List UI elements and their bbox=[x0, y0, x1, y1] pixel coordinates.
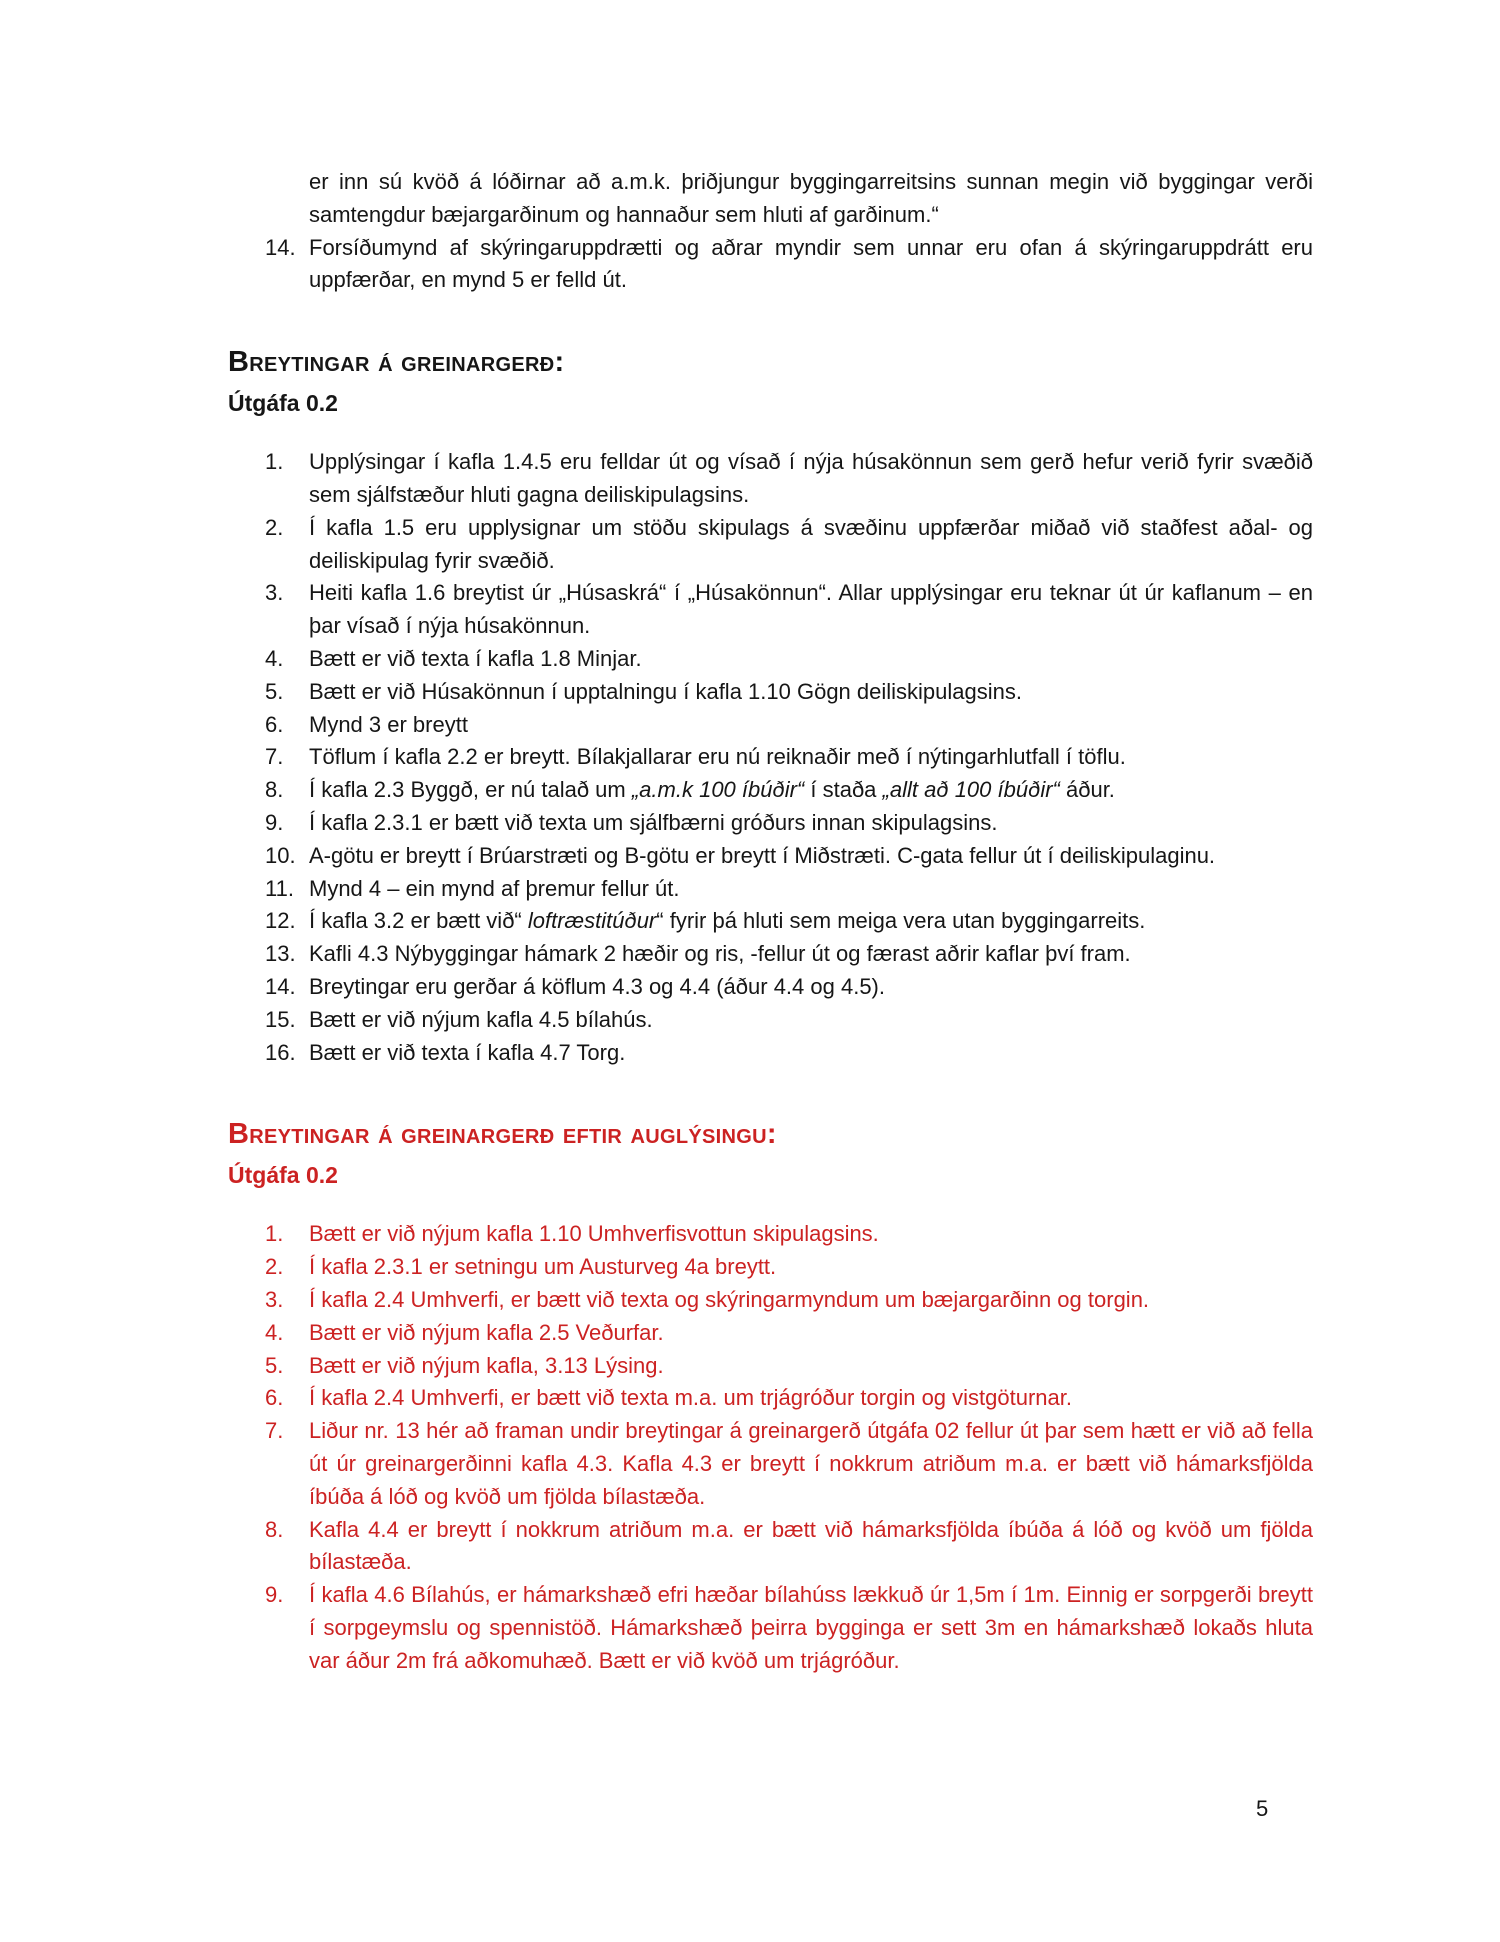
list-item bbox=[265, 1317, 1313, 1350]
item-text: Bætt er við nýjum kafla 4.5 bílahús. bbox=[309, 1006, 653, 1032]
list-item bbox=[265, 1284, 1313, 1317]
list-item bbox=[265, 512, 1313, 578]
list-item bbox=[265, 1350, 1313, 1383]
item-text: Í kafla 1.5 eru upplysignar um stöðu skipulags á svæðinu uppfærðar miðað við staðfest aðal- og deiliskipulag fyrir svæðið. bbox=[309, 514, 1313, 573]
item-text: Breytingar eru gerðar á köflum 4.3 og 4.4 (áður 4.4 og 4.5). bbox=[309, 973, 885, 999]
item-number: 15. bbox=[265, 1006, 296, 1032]
item-number: 16. bbox=[265, 1039, 296, 1065]
list-item bbox=[265, 577, 1313, 643]
item-text: Í kafla 2.4 Umhverfi, er bætt við texta og skýringarmyndum um bæjargarðinn og torgin. bbox=[309, 1286, 1150, 1312]
item-text: Forsíðumynd af skýringaruppdrætti og aðrar myndir sem unnar eru ofan á skýringaruppdrátt eru uppfærðar, en mynd 5 er felld út. bbox=[309, 234, 1313, 293]
list-item bbox=[265, 446, 1313, 512]
item-text: Kafli 4.3 Nýbyggingar hámark 2 hæðir og ris, -fellur út og færast aðrir kaflar því fram. bbox=[309, 941, 1131, 967]
item-text: Kafla 4.4 er breytt í nokkrum atriðum m.a. er bætt við hámarksfjölda íbúða á lóð og kvöð um fjölda bílastæða. bbox=[309, 1516, 1313, 1575]
list-item bbox=[265, 643, 1313, 676]
list-item bbox=[265, 1382, 1313, 1415]
page-content bbox=[228, 166, 1313, 1677]
item-number: 2. bbox=[265, 1254, 284, 1280]
section-heading-auglysing: Breytingar á greinargerð eftir auglýsingu: bbox=[228, 1118, 777, 1151]
item-text: Bætt er við nýjum kafla, 3.13 Lýsing. bbox=[309, 1352, 664, 1378]
item-text: Mynd 3 er breytt bbox=[309, 711, 468, 737]
list-item bbox=[265, 676, 1313, 709]
item-text: Bætt er við nýjum kafla 1.10 Umhverfisvottun skipulagsins. bbox=[309, 1221, 879, 1247]
item-number: 6. bbox=[265, 711, 284, 737]
list-item bbox=[265, 840, 1313, 873]
list-item bbox=[265, 232, 1313, 298]
list-item bbox=[265, 938, 1313, 971]
item-text: Í kafla 2.3.1 er setningu um Austurveg 4a breytt. bbox=[309, 1254, 777, 1280]
item-text: Bætt er við texta í kafla 4.7 Torg. bbox=[309, 1039, 626, 1065]
list-item bbox=[265, 905, 1313, 938]
item-number: 5. bbox=[265, 678, 284, 704]
item-number: 6. bbox=[265, 1385, 284, 1411]
item-number: 11. bbox=[265, 875, 294, 901]
item-text: Mynd 4 – ein mynd af þremur fellur út. bbox=[309, 875, 680, 901]
item-text: Liður nr. 13 hér að framan undir breytingar á greinargerð útgáfa 02 fellur út þar sem hætt er við að fella út úr greinargerðinni kafla 4.3. Kafla 4.3 er breytt í nokkrum atriðum m.a. er bætt við hámarksfjölda íbúða á lóð og kvöð um fjölda bílastæða. bbox=[309, 1418, 1313, 1509]
item-text: Töflum í kafla 2.2 er breytt. Bílakjallarar eru nú reiknaðir með í nýtingarhlutfall í töflu. bbox=[309, 744, 1126, 770]
item-number: 9. bbox=[265, 1582, 284, 1608]
item-number: 9. bbox=[265, 809, 284, 835]
item-text: Upplýsingar í kafla 1.4.5 eru felldar út og vísað í nýja húsakönnun sem gerð hefur verið fyrir svæðið sem sjálfstæður hluti gagna deiliskipulagsins. bbox=[309, 449, 1313, 507]
version-label-auglysing: Útgáfa 0.2 bbox=[228, 1162, 338, 1189]
section-heading-greinargerd: Breytingar á greinargerð: bbox=[228, 346, 565, 379]
item-number: 14. bbox=[265, 234, 296, 260]
item-number: 3. bbox=[265, 1286, 284, 1312]
list-item bbox=[265, 873, 1313, 906]
list-item bbox=[265, 1415, 1313, 1513]
quote-continuation-text: er inn sú kvöð á lóðirnar að a.m.k. þriðjungur byggingarreitsins sunnan megin við byggingar verði samtengdur bæjargarðinum og hannaður sem hluti af garðinum.“ bbox=[309, 169, 1313, 227]
item-text: Í kafla 2.4 Umhverfi, er bætt við texta m.a. um trjágróður torgin og vistgöturnar. bbox=[309, 1385, 1072, 1411]
list-item bbox=[265, 709, 1313, 742]
item-text: Bætt er við Húsakönnun í upptalningu í kafla 1.10 Gögn deiliskipulagsins. bbox=[309, 678, 1022, 704]
list-item bbox=[265, 741, 1313, 774]
list-item bbox=[265, 1514, 1313, 1580]
list-item bbox=[265, 1579, 1313, 1677]
list-item bbox=[265, 1004, 1313, 1037]
version-label-greinargerd: Útgáfa 0.2 bbox=[228, 390, 338, 417]
item-number: 5. bbox=[265, 1352, 284, 1378]
item-number: 1. bbox=[265, 449, 284, 475]
item-number: 8. bbox=[265, 777, 284, 803]
item-number: 3. bbox=[265, 580, 284, 606]
list-item bbox=[265, 1218, 1313, 1251]
page-number: 5 bbox=[1256, 1796, 1269, 1821]
item-number: 10. bbox=[265, 842, 296, 868]
changes-list-greinargerd bbox=[228, 446, 1313, 1069]
item-number: 1. bbox=[265, 1221, 284, 1247]
item-number: 4. bbox=[265, 645, 284, 671]
list-item bbox=[265, 1251, 1313, 1284]
item-text: Í kafla 2.3 Byggð, er nú talað um „a.m.k 100 íbúðir“ í staða „allt að 100 íbúðir“ áður. bbox=[309, 777, 1115, 803]
item-text: Í kafla 2.3.1 er bætt við texta um sjálfbærni gróðurs innan skipulagsins. bbox=[309, 809, 998, 835]
item-text: Heiti kafla 1.6 breytist úr „Húsaskrá“ í „Húsakönnun“. Allar upplýsingar eru teknar út úr kaflanum – en þar vísað í nýja húsakönnun. bbox=[309, 580, 1313, 639]
item-number: 12. bbox=[265, 908, 296, 934]
item-number: 7. bbox=[265, 1418, 284, 1444]
item-number: 4. bbox=[265, 1319, 284, 1345]
item-text: Í kafla 4.6 Bílahús, er hámarkshæð efri hæðar bílahúss lækkuð úr 1,5m í 1m. Einnig er sorpgerði breytt í sorpgeymslu og spennistöð. Hámarkshæð þeirra bygginga er sett 3m en hámarkshæð lokaðs hluta var áður 2m frá aðkomuhæð. Bætt er við kvöð um trjágróður. bbox=[309, 1582, 1313, 1673]
list-item bbox=[265, 774, 1313, 807]
item-number: 7. bbox=[265, 744, 284, 770]
item-number: 2. bbox=[265, 514, 284, 540]
changes-list-auglysing bbox=[228, 1218, 1313, 1677]
item-number: 13. bbox=[265, 941, 296, 967]
item-text: Í kafla 3.2 er bætt við“ loftræstitúður“ fyrir þá hluti sem meiga vera utan byggingarreits. bbox=[309, 908, 1146, 934]
list-item bbox=[265, 971, 1313, 1004]
item-text: A-götu er breytt í Brúarstræti og B-götu er breytt í Miðstræti. C-gata fellur út í deiliskipulaginu. bbox=[309, 842, 1216, 868]
item-number: 14. bbox=[265, 973, 296, 999]
item-text: Bætt er við texta í kafla 1.8 Minjar. bbox=[309, 645, 642, 671]
list-item bbox=[265, 807, 1313, 840]
list-item bbox=[265, 1037, 1313, 1070]
item-text: Bætt er við nýjum kafla 2.5 Veðurfar. bbox=[309, 1319, 664, 1345]
item-number: 8. bbox=[265, 1516, 284, 1542]
